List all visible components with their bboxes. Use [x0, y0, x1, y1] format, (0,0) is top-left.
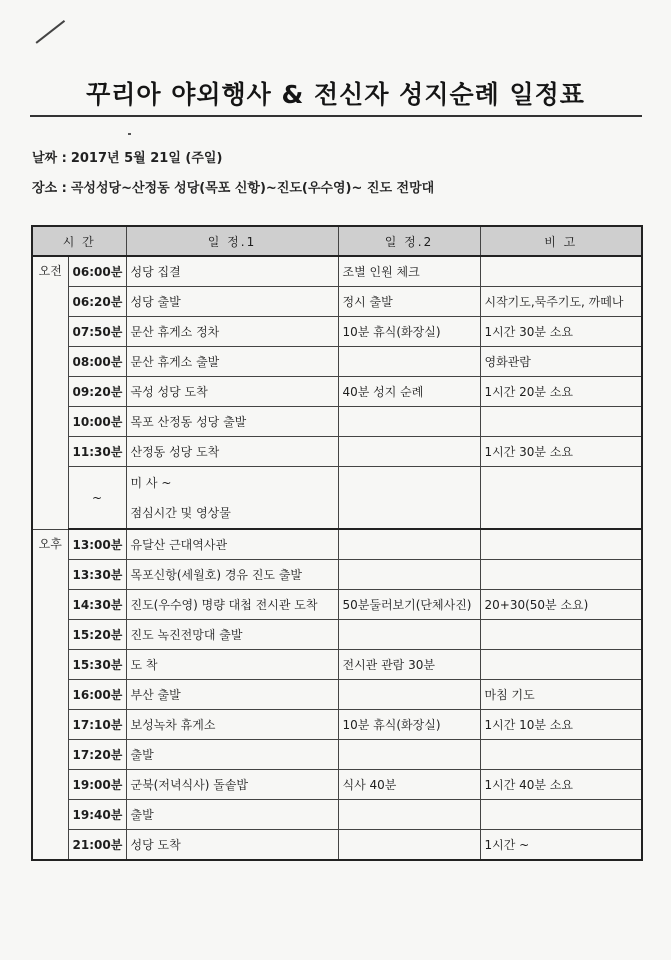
table-row	[32, 317, 642, 347]
plan2-cell	[338, 830, 480, 861]
note-cell	[480, 800, 642, 830]
date-line	[32, 147, 222, 166]
table-row	[32, 560, 642, 590]
table-row	[32, 650, 642, 680]
plan1-cell: 유달산 근대역사관	[126, 529, 338, 560]
place-value: 곡성성당~산정동 성당(목포 신항)~진도(우수영)~ 진도 전망대	[70, 181, 435, 196]
plan1-cell: 진도 녹진전망대 출발	[126, 620, 338, 650]
period-am	[32, 256, 68, 529]
plan1-cell: 부산 출발	[126, 680, 338, 710]
note-cell	[480, 256, 642, 287]
plan2-cell	[338, 467, 480, 530]
plan1-cell: 출발	[126, 800, 338, 830]
table-row	[32, 740, 642, 770]
time-cell: 16:00분	[68, 680, 126, 710]
time-cell: 13:00분	[68, 529, 126, 560]
plan1-cell: 성당 집결	[126, 256, 338, 287]
plan2-cell: 조별 인원 체크	[338, 256, 480, 287]
table-row	[32, 800, 642, 830]
plan1-cell: 목포 산정동 성당 출발	[126, 407, 338, 437]
time-cell: 21:00분	[68, 830, 126, 861]
note-cell	[480, 620, 642, 650]
note-cell	[480, 650, 642, 680]
table-row	[32, 347, 642, 377]
header-row	[32, 226, 642, 256]
table-row	[32, 437, 642, 467]
place-label: 장소 :	[32, 181, 67, 196]
plan2-cell: 정시 출발	[338, 287, 480, 317]
plan2-cell	[338, 529, 480, 560]
table-row	[32, 710, 642, 740]
time-cell: 19:40분	[68, 800, 126, 830]
pen-dot	[128, 133, 131, 135]
time-cell: 11:30분	[68, 437, 126, 467]
plan2-cell: 식사 40분	[338, 770, 480, 800]
period-am-label: 오전	[38, 264, 62, 278]
header-time: 시 간	[32, 226, 126, 256]
header-plan2: 일 정.2	[338, 226, 480, 256]
plan1-cell: 성당 출발	[126, 287, 338, 317]
table-row	[32, 287, 642, 317]
time-cell: 14:30분	[68, 590, 126, 620]
plan2-cell: 10분 휴식(화장실)	[338, 710, 480, 740]
plan1-cell	[126, 467, 338, 530]
time-cell: 17:20분	[68, 740, 126, 770]
note-cell	[480, 740, 642, 770]
table-row	[32, 467, 642, 530]
table-row	[32, 529, 642, 560]
table-row	[32, 256, 642, 287]
plan2-cell: 10분 휴식(화장실)	[338, 317, 480, 347]
time-cell: 06:20분	[68, 287, 126, 317]
time-cell: ~	[68, 467, 126, 530]
am-section	[32, 256, 642, 529]
plan2-cell: 전시관 관람 30분	[338, 650, 480, 680]
time-cell: 06:00분	[68, 256, 126, 287]
note-cell: 1시간 30분 소요	[480, 317, 642, 347]
table-row	[32, 680, 642, 710]
plan2-cell	[338, 407, 480, 437]
plan2-cell	[338, 560, 480, 590]
plan2-cell	[338, 740, 480, 770]
plan2-cell: 50분둘러보기(단체사진)	[338, 590, 480, 620]
plan1-cell: 목포신항(세월호) 경유 진도 출발	[126, 560, 338, 590]
time-cell: 13:30분	[68, 560, 126, 590]
note-cell: 1시간 20분 소요	[480, 377, 642, 407]
note-cell: 1시간 10분 소요	[480, 710, 642, 740]
plan2-cell	[338, 800, 480, 830]
period-pm-label: 오후	[38, 536, 62, 551]
plan1-cell: 문산 휴게소 정차	[126, 317, 338, 347]
plan1-cell: 보성녹차 휴게소	[126, 710, 338, 740]
note-cell	[480, 529, 642, 560]
mass-line1: 미 사 ~	[130, 475, 172, 490]
note-cell: 20+30(50분 소요)	[480, 590, 642, 620]
table-row	[32, 620, 642, 650]
plan1-cell: 출발	[126, 740, 338, 770]
plan1-cell: 성당 도착	[126, 830, 338, 861]
note-cell: 시작기도,묵주기도, 까떼나	[480, 287, 642, 317]
pen-mark	[36, 20, 65, 43]
header-plan1: 일 정.1	[126, 226, 338, 256]
plan2-cell	[338, 620, 480, 650]
time-cell: 17:10분	[68, 710, 126, 740]
date-value: 2017년 5월 21일 (주일)	[70, 151, 223, 166]
note-cell: 마침 기도	[480, 680, 642, 710]
table-row	[32, 830, 642, 861]
title-underline	[30, 115, 642, 117]
plan1-cell: 진도(우수영) 명량 대첩 전시관 도착	[126, 590, 338, 620]
plan1-cell: 산정동 성당 도착	[126, 437, 338, 467]
page-title: 꾸리아 야외행사 & 전신자 성지순례 일정표	[86, 80, 585, 109]
plan2-cell: 40분 성지 순례	[338, 377, 480, 407]
table-row	[32, 770, 642, 800]
time-cell: 15:30분	[68, 650, 126, 680]
header-note: 비 고	[480, 226, 642, 256]
time-cell: 19:00분	[68, 770, 126, 800]
note-cell	[480, 467, 642, 530]
note-cell: 영화관람	[480, 347, 642, 377]
plan1-cell: 문산 휴게소 출발	[126, 347, 338, 377]
plan1-cell: 군북(저녁식사) 돌솥밥	[126, 770, 338, 800]
plan1-cell: 곡성 성당 도착	[126, 377, 338, 407]
plan2-cell	[338, 680, 480, 710]
table-row	[32, 377, 642, 407]
period-pm	[32, 529, 68, 860]
time-cell: 10:00분	[68, 407, 126, 437]
place-line	[32, 177, 434, 196]
table-row	[32, 590, 642, 620]
plan2-cell	[338, 347, 480, 377]
time-cell: 08:00분	[68, 347, 126, 377]
plan2-cell	[338, 437, 480, 467]
note-cell: 1시간 ~	[480, 830, 642, 861]
date-label: 날짜 :	[32, 151, 67, 166]
note-cell: 1시간 40분 소요	[480, 770, 642, 800]
note-cell	[480, 407, 642, 437]
schedule-table	[31, 225, 643, 861]
plan1-cell: 도 착	[126, 650, 338, 680]
time-cell: 07:50분	[68, 317, 126, 347]
mass-line2: 점심시간 및 영상물	[130, 505, 231, 520]
pm-section	[32, 529, 642, 860]
table-row	[32, 407, 642, 437]
time-cell: 09:20분	[68, 377, 126, 407]
note-cell: 1시간 30분 소요	[480, 437, 642, 467]
time-cell: 15:20분	[68, 620, 126, 650]
note-cell	[480, 560, 642, 590]
